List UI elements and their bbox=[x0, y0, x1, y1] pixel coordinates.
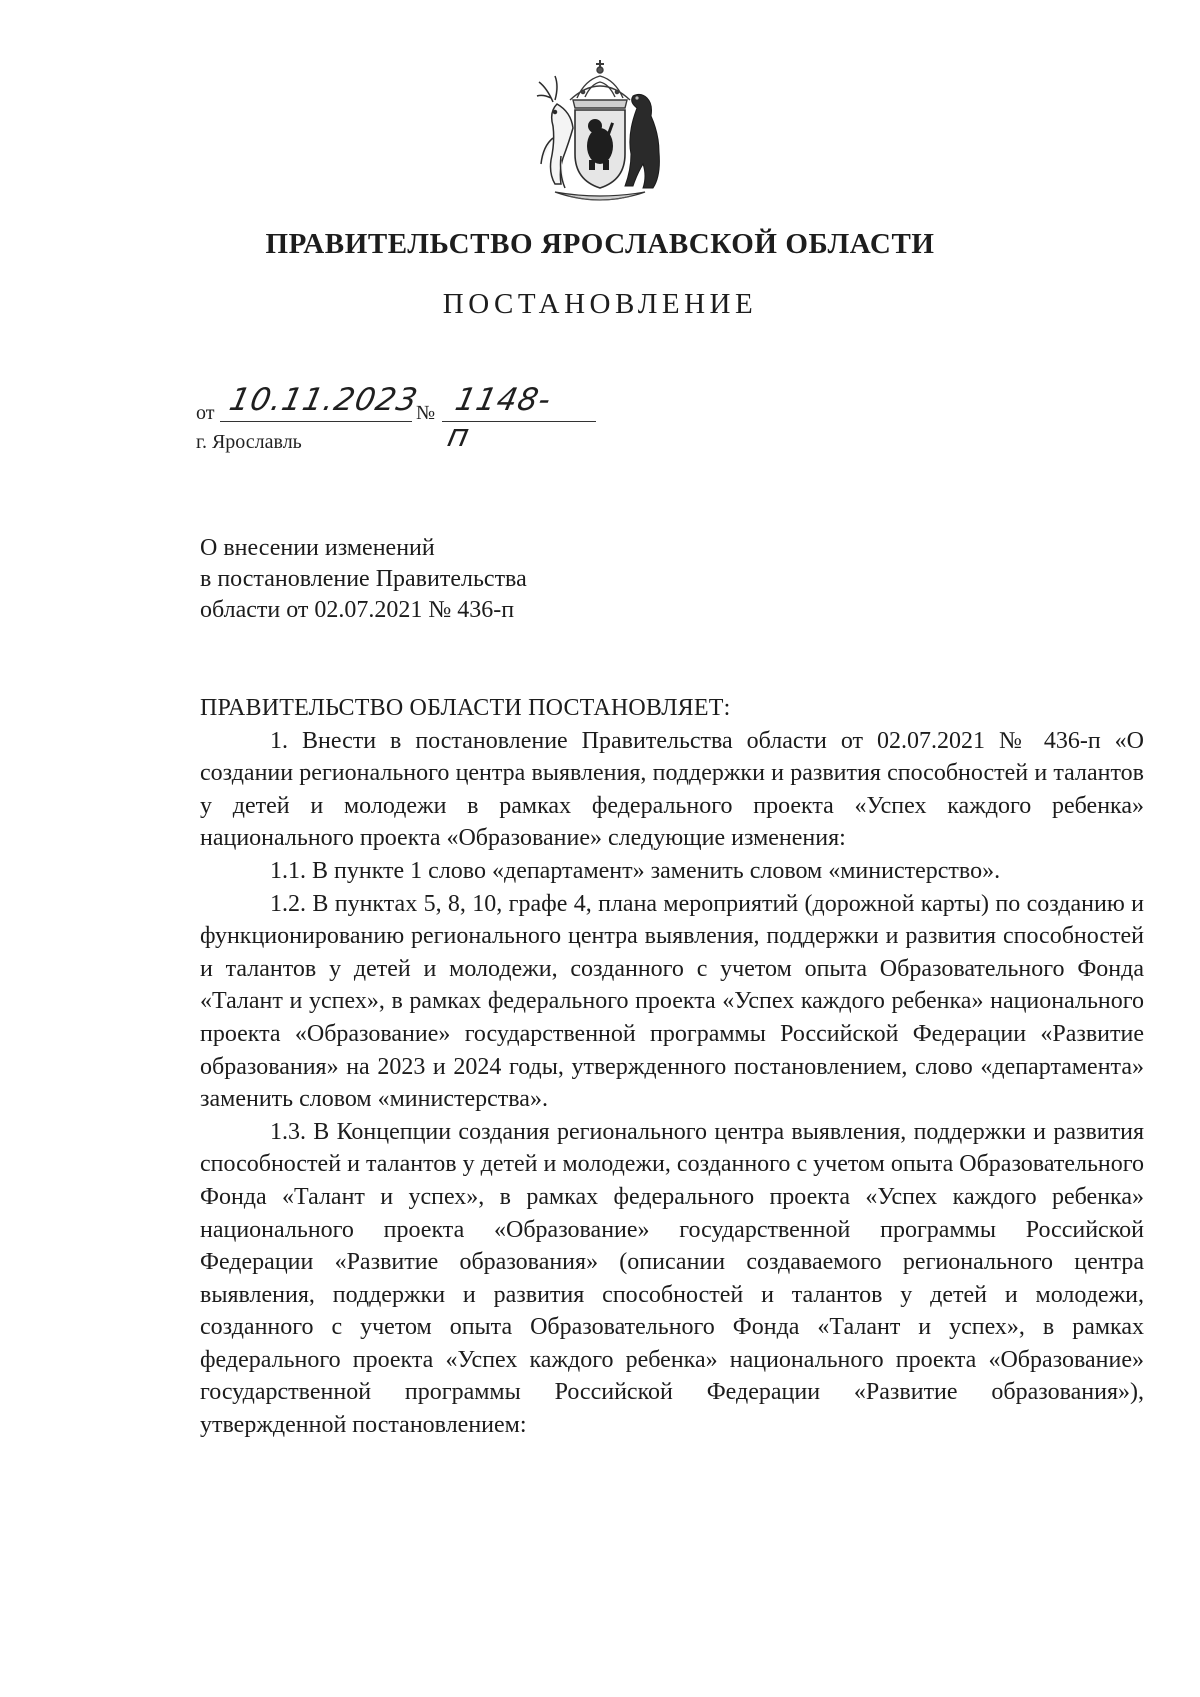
document-body bbox=[200, 692, 1144, 1442]
number-label: № bbox=[416, 402, 436, 424]
crown-icon bbox=[570, 60, 630, 108]
date-underline bbox=[220, 421, 412, 422]
reindeer-supporter-icon bbox=[537, 76, 573, 188]
resolution-preamble: ПРАВИТЕЛЬСТВО ОБЛАСТИ ПОСТАНОВЛЯЕТ: bbox=[200, 695, 731, 721]
bear-supporter-icon bbox=[625, 94, 659, 188]
city-name: г. Ярославль bbox=[196, 431, 302, 453]
document-subject bbox=[200, 533, 527, 626]
paragraph-1-3: 1.3. В Концепции создания регионального центра выявления, поддержки и развития способностей и талантов у детей и молодежи, созданного с учетом опыта Образовательного Фонда «Талант и успех», в рамках федерального проекта «Успех каждого ребенка» национального проекта «Образование» государственной программы Российской Федерации «Развитие образования» (описании создаваемого регионального центра выявления, поддержки и развития способностей и талантов у детей и молодежи, созданного с учетом опыта Образовательного Фонда «Талант и успех», в рамках федерального проекта «Успех каждого ребенка» национального проекта «Образование» государственной программы Российской Федерации «Развитие образования»), утвержденной постановлением: bbox=[200, 1118, 1144, 1439]
government-title: ПРАВИТЕЛЬСТВО ЯРОСЛАВСКОЙ ОБЛАСТИ bbox=[265, 228, 935, 260]
subject-line: О внесении изменений bbox=[200, 535, 435, 561]
paragraph-1-2: 1.2. В пунктах 5, 8, 10, графе 4, плана мероприятий (дорожной карты) по созданию и функционированию регионального центра выявления, поддержки и развития способностей и талантов у детей и молодежи, созданного с учетом опыта Образовательного Фонда «Талант и успех», в рамках федерального проекта «Успех каждого ребенка» национального проекта «Образование» государственной программы Российской Федерации «Развитие образования» на 2023 и 2024 годы, утвержденного постановлением, слово «департамента» заменить словом «министерства». bbox=[200, 890, 1144, 1113]
number-value-handwritten: 1148-п bbox=[444, 382, 555, 454]
paragraph-1: 1. Внести в постановление Правительства области от 02.07.2021 № 436-п «О создании регионального центра выявления, поддержки и развития способностей и талантов у детей и молодежи в рамках федерального проекта «Успех каждого ребенка» национального проекта «Образование» следующие изменения: bbox=[200, 727, 1144, 852]
subject-line: области от 02.07.2021 № 436-п bbox=[200, 597, 515, 623]
coat-of-arms-icon bbox=[525, 42, 675, 210]
ribbon-icon bbox=[555, 192, 645, 200]
date-value-handwritten: 10.11.2023 bbox=[226, 382, 422, 418]
date-label: от bbox=[196, 402, 215, 424]
subject-line: в постановление Правительства bbox=[200, 566, 527, 592]
document-type: ПОСТАНОВЛЕНИЕ bbox=[442, 288, 758, 320]
paragraph-1-1: 1.1. В пункте 1 слово «департамент» заменить словом «министерство». bbox=[270, 857, 1001, 884]
